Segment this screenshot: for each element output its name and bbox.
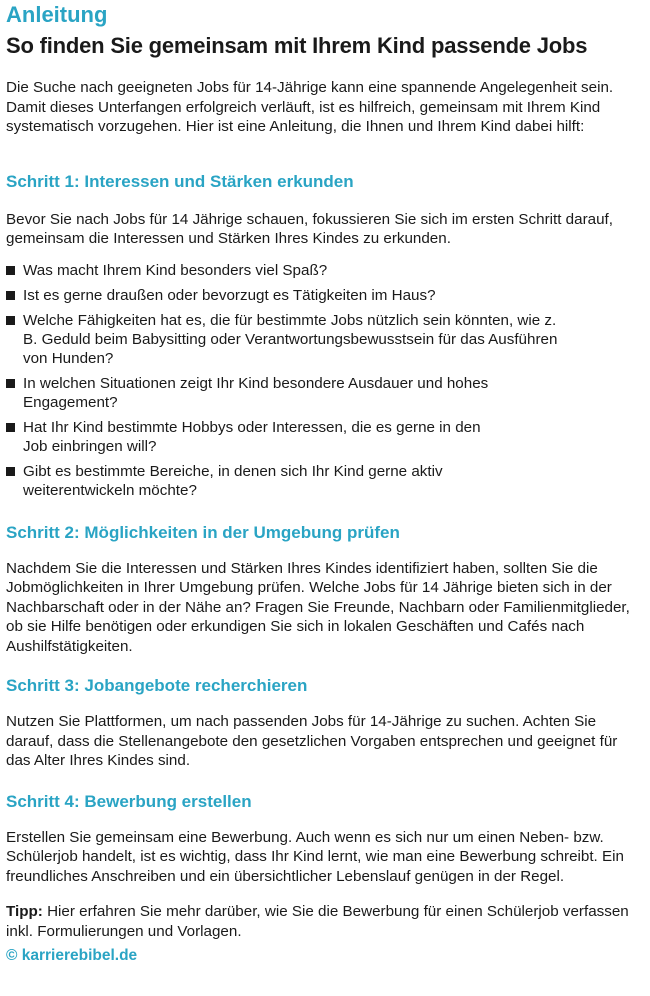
step1-bullet-list: [6, 261, 644, 500]
list-item-text: Hat Ihr Kind bestimmte Hobbys oder Interessen, die es gerne in den Job einbringen will?: [23, 418, 481, 455]
intro-paragraph: Die Suche nach geeigneten Jobs für 14-Jährige kann eine spannende Angelegenheit sein. Damit dieses Unterfangen erfolgreich verläuft, ist es hilfreich, gemeinsam mit Ihrem Kind systematisch vorzugehen. Hier ist eine Anleitung, die Ihnen und Ihrem Kind dabei hilft:: [6, 79, 614, 135]
bullet-square-icon: [6, 379, 15, 388]
bullet-square-icon: [6, 467, 15, 476]
step3-heading: Schritt 3: Jobangebote recherchieren: [6, 676, 308, 695]
copyright-footer: © karrierebibel.de: [6, 947, 138, 964]
list-item-text: Welche Fähigkeiten hat es, die für bestimmte Jobs nützlich sein könnten, wie z. B. Geduld beim Babysitting oder Verantwortungsbewusstsein für das Ausführen von Hunden?: [23, 311, 558, 367]
bullet-square-icon: [6, 316, 15, 325]
list-item: [6, 374, 493, 412]
step1-heading: Schritt 1: Interessen und Stärken erkunden: [6, 171, 354, 191]
step4-paragraph: Erstellen Sie gemeinsam eine Bewerbung. Auch wenn es sich nur um einen Neben- bzw. Schülerjob handelt, ist es wichtig, dass Ihr Kind lernt, wie man eine Bewerbung schreibt. Ein freundliches Anschreiben und ein übersichtlicher Lebenslauf genügen in der Regel.: [6, 828, 624, 885]
bullet-square-icon: [6, 291, 15, 300]
list-item: [6, 311, 563, 368]
tip-text: Hier erfahren Sie mehr darüber, wie Sie die Bewerbung für einen Schülerjob verfassen inkl. Formulierungen und Vorlagen.: [6, 903, 629, 940]
list-item-text: In welchen Situationen zeigt Ihr Kind besondere Ausdauer und hohes Engagement?: [23, 374, 489, 411]
step1-paragraph: Bevor Sie nach Jobs für 14 Jährige schauen, fokussieren Sie sich im ersten Schritt darauf, gemeinsam die Interessen und Stärken Ihres Kindes zu erkunden.: [6, 210, 613, 247]
tip-paragraph: [6, 902, 644, 941]
step2-paragraph: Nachdem Sie die Interessen und Stärken Ihres Kindes identifiziert haben, sollten Sie die Jobmöglichkeiten in Ihrer Umgebung prüfen. Welche Jobs für 14 Jährige bieten sich in der Nachbarschaft oder in der Nähe an? Fragen Sie Freunde, Nachbarn oder Familienmitglieder, ob sie Hilfe benötigen oder erkundigen Sie sich in lokalen Geschäften und Cafés nach Aushilfstätigkeiten.: [6, 559, 630, 655]
step3-paragraph: Nutzen Sie Plattformen, um nach passenden Jobs für 14-Jährige zu suchen. Achten Sie darauf, dass die Stellenangebote den gesetzlichen Vorgaben entsprechen und geeignet für das Alter Ihres Kindes sind.: [6, 713, 618, 769]
tip-label: Tipp:: [6, 903, 43, 920]
step2-heading: Schritt 2: Möglichkeiten in der Umgebung prüfen: [6, 522, 400, 542]
list-item: [6, 261, 563, 280]
step4-heading: Schritt 4: Bewerbung erstellen: [6, 791, 252, 811]
eyebrow-label: Anleitung: [6, 2, 108, 27]
bullet-square-icon: [6, 266, 15, 275]
bullet-square-icon: [6, 423, 15, 432]
list-item: [6, 462, 503, 500]
list-item: [6, 418, 493, 456]
list-item: [6, 286, 563, 305]
list-item-text: Gibt es bestimmte Bereiche, in denen sich Ihr Kind gerne aktiv weiterentwickeln möchte?: [23, 462, 443, 499]
page: [0, 2, 650, 996]
list-item-text: Ist es gerne draußen oder bevorzugt es Tätigkeiten im Haus?: [23, 286, 436, 304]
page-title: So finden Sie gemeinsam mit Ihrem Kind passende Jobs: [6, 33, 588, 58]
list-item-text: Was macht Ihrem Kind besonders viel Spaß?: [23, 261, 328, 279]
